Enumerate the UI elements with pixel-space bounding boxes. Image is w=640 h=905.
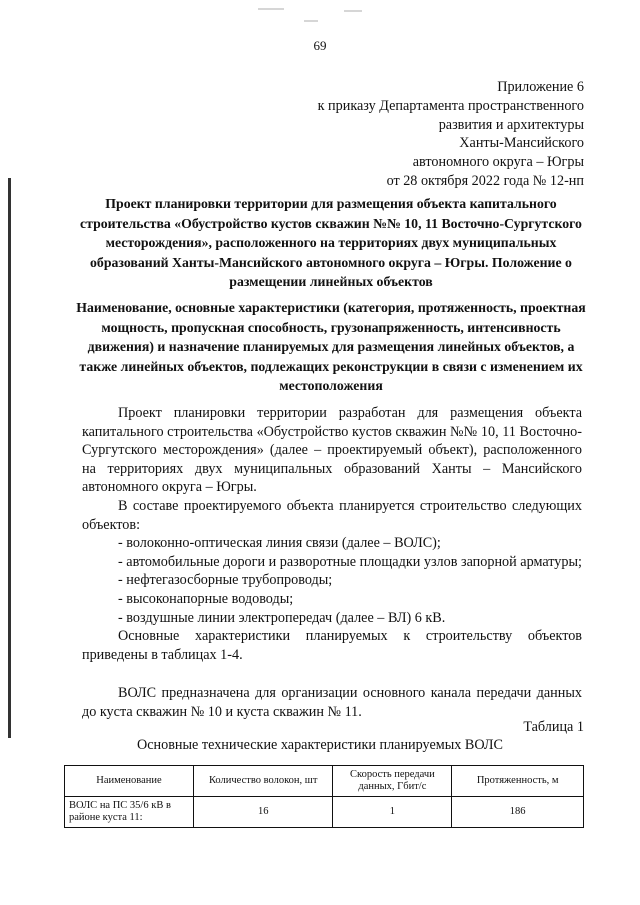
body-section-2 [82,684,582,721]
appendix-line: к приказу Департамента пространственного [317,97,584,114]
column-header: Количество волокон, шт [193,766,332,797]
table-label: Таблица 1 [523,719,584,735]
table-cell: 1 [333,797,452,828]
scan-smudge [304,20,318,22]
paragraph: ВОЛС предназначена для организации основного канала передачи данных до куста скважин № 10 и куста скважин № 11. [82,685,582,720]
scan-smudge [344,10,362,12]
table-header-row [65,766,584,797]
appendix-line: Ханты-Мансийского [459,135,584,152]
column-header: Протяженность, м [452,766,584,797]
scan-margin-line [8,178,11,738]
appendix-line: Приложение 6 [497,79,584,95]
column-header: Скорость передачи данных, Гбит/с [333,766,452,797]
table-cell: 186 [452,797,584,828]
table-cell: ВОЛС на ПС 35/6 кВ в районе куста 11: [65,797,194,828]
appendix-line: от 28 октября 2022 года № 12-нп [386,172,584,189]
table-title: Основные технические характеристики планируемых ВОЛС [136,737,503,753]
table-cell: 16 [193,797,332,828]
appendix-line: автономного округа – Югры [412,154,584,171]
list-item: - высоконапорные водоводы; [118,590,294,607]
appendix-block [254,78,584,191]
body-section-1 [82,404,582,664]
paragraph: Проект планировки территории разработан для размещения объекта капитального строительства «Обустройство кустов скважин №№ 10, 11 Восточно-Сургутского месторождения» (далее – проектируемый объект), расположенного на территориях двух муниципальных образований Ханты – Мансийского автономного округа – Югры. [82,405,582,496]
scan-smudge [258,8,284,10]
table-row [65,797,584,828]
section-heading: Наименование, основные характеристики (категория, протяженность, проектная мощность, пропускная способность, грузонапряженность, интенсивность движения) и назначение планируемых для размещения линейных объектов, а также линейных объектов, подлежащих реконструкции в связи с изменением их местоположения [76,300,586,394]
list-item: - автомобильные дороги и разворотные площадки узлов запорной арматуры; [118,553,582,570]
column-header: Наименование [65,766,194,797]
paragraph: В составе проектируемого объекта планируется строительство следующих объектов: [82,497,582,533]
list-item: - воздушные линии электропередач (далее – ВЛ) 6 кВ. [118,609,446,626]
specs-table [64,765,584,828]
list-item: - нефтегазосборные трубопроводы; [118,572,333,589]
document-title: Проект планировки территории для размещения объекта капитального строительства «Обустройство кустов скважин №№ 10, 11 Восточно-Сургутского месторождения», расположенного на территориях двух муниципальных образований Ханты-Мансийского автономного округа – Югры. Положение о размещении линейных объектов [80,196,582,290]
page-number: 69 [313,38,327,53]
appendix-line: развития и архитектуры [438,116,584,133]
list-item: - волоконно-оптическая линия связи (далее – ВОЛС); [118,535,441,552]
paragraph: Основные характеристики планируемых к строительству объектов приведены в таблицах 1-4. [82,628,582,663]
